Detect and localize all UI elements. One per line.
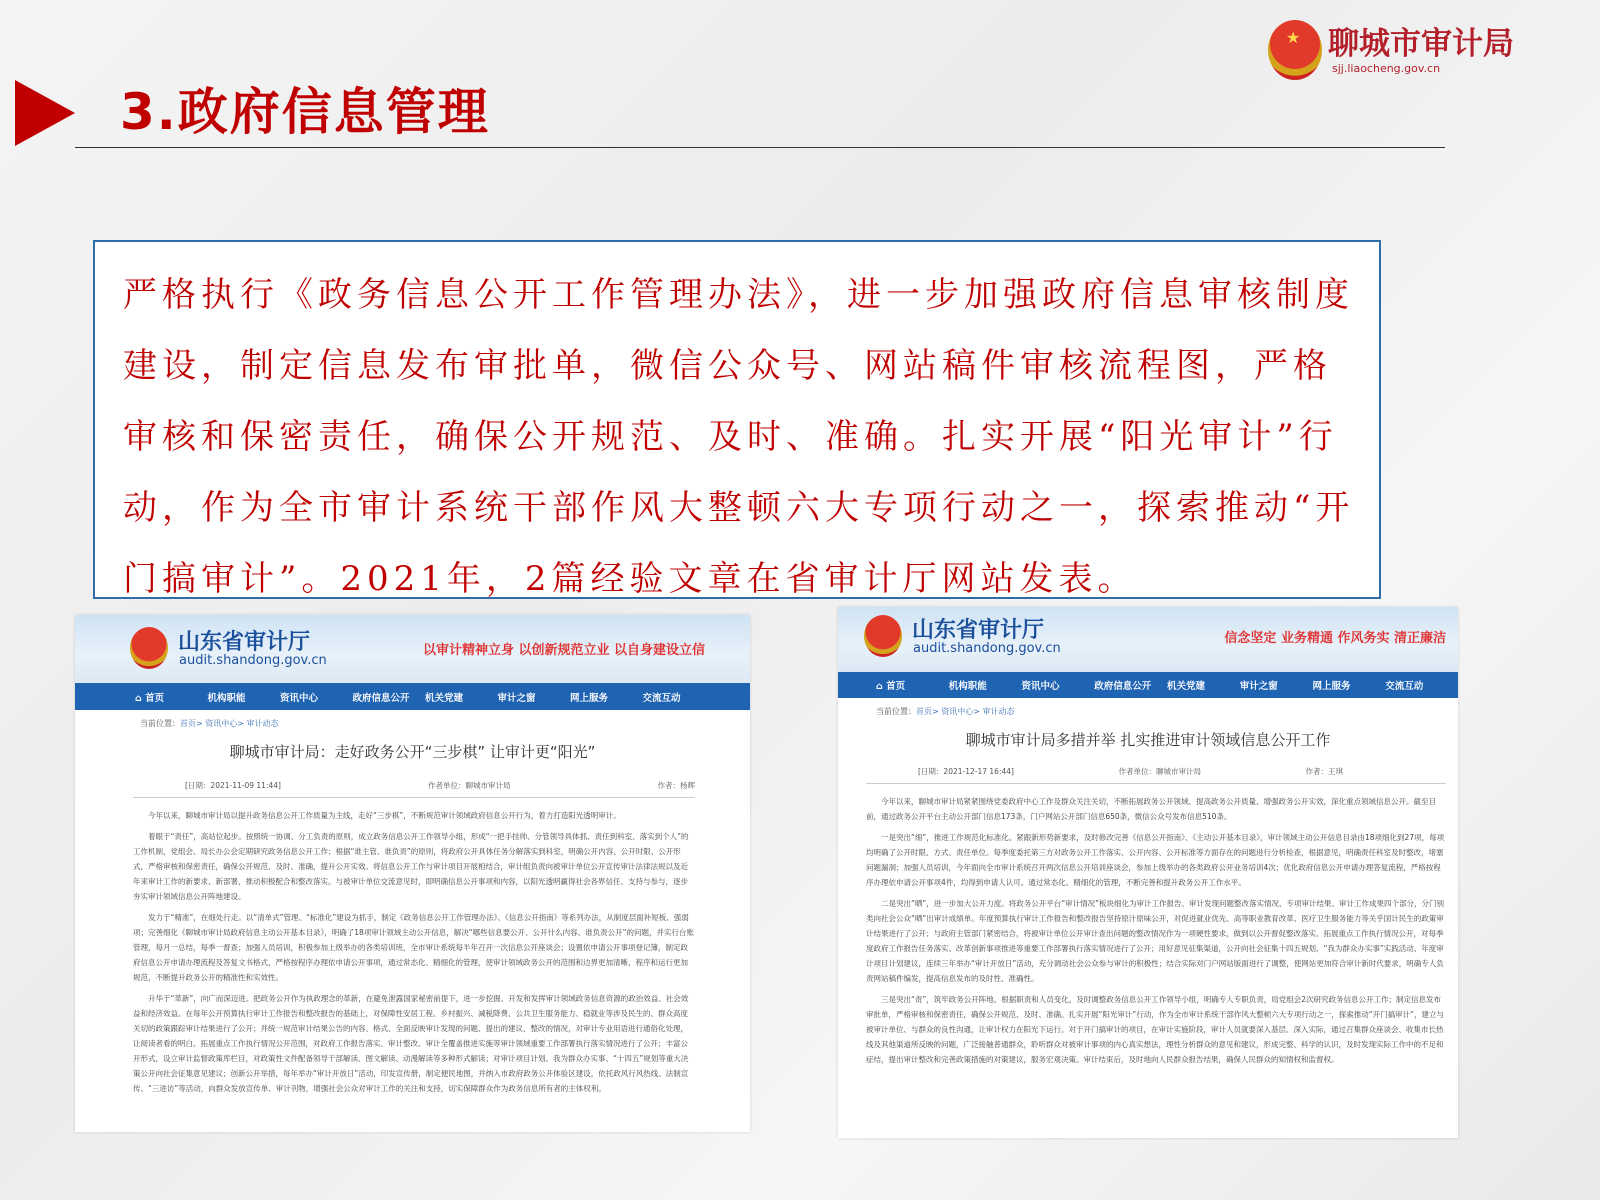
article-date: [日期：2021-12-17 16:44] [918,767,1014,776]
site-name: 山东省审计厅 [178,629,311,655]
paragraph: 今年以来，聊城市审计局紧紧围绕党委政府中心工作及群众关注关切，不断拓展政务公开领域、提高政务公开质量、增强政务公开实效，深化重点领域信息公开。截至目前，通过政务公开平台主动公开部门信息173条，门户网站公开部门信息650条，微信公众号发布信息510条。 [866,797,1436,821]
site-slogan: 以审计精神立身 以创新规范立业 以自身建设立信 [422,643,705,658]
article-unit: 作者单位：聊城市审计局 [427,781,511,790]
site-url: audit.shandong.gov.cn [913,641,1061,656]
article-title: 聊城市审计局多措并举 扎实推进审计领域信息公开工作 [965,731,1331,749]
site-banner [75,615,750,683]
site-nav [75,683,750,710]
divider [133,797,695,798]
nav-item[interactable]: 机构职能 [207,692,246,704]
nav-item[interactable]: 交流互动 [1385,681,1424,692]
article-screenshot-2 [838,607,1458,1138]
nav-item[interactable]: 资讯中心 [1021,681,1060,692]
slide-title: 3.政府信息管理 [120,83,490,141]
article-screenshot-1 [75,615,750,1132]
paragraph: 发力于“精准”，在细处行走。以“清单式”管理、“标准化”建设为抓手，制定《政务信息公开工作管理办法》、《信息公开指南》等系列办法，从制度层面补短板、强弱项；完善细化《聊城市审计局政府信息主动公开基本目录》，明确了18项审计领域主动公开信息，解决“哪些信息要公开、公开什么内容、谁负责公开”的问题，并实行台账管理，每月一总结，每季一督查；加强人员培训，积极参加上级举办的各类培训班，全市审计系统每半年召开一次信息公开座谈会；设置依申请公开事项登记簿，制定政府信息公开申请办理流程及答复文书格式，严格按程序办理依申请公开事项，通过常态化、精细化的管理，使审计领域政务公开的范围和边界更加清晰，程序和运行更加规范，不断提升政务公开的精准性和实效性。 [133,913,695,982]
divider [866,783,1446,784]
article-body [866,794,1446,1067]
nav-item[interactable]: 政府信息公开 [352,692,410,704]
nav-item[interactable]: 审计之窗 [497,692,536,704]
nav-item[interactable]: 机关党建 [1167,681,1206,692]
site-banner [838,607,1458,672]
breadcrumb: 当前位置：首页> 资讯中心> 审计动态 [140,719,279,728]
breadcrumb-links[interactable]: 首页> 资讯中心> 审计动态 [180,719,279,728]
paragraph: 升华于“革新”，向广而深迈进。把政务公开作为执政理念的革新，在避免泄露国家秘密前提下，进一步挖掘、开发和发挥审计领域政务信息资源的政治效益、社会效益和经济效益。在每年公开预算执行审计工作报告和整改报告的基础上，对保障性安居工程、乡村振兴、减税降费、公共卫生服务能力、稳就业等涉及民生的、群众高度关切的政策跟踪审计结果进行了公开；并统一规范审计结果公告的内容、格式、全面反映审计发现的问题、提出的建议、整改的情况，对审计专业用语进行通俗化处理，让阅读者看的明白。拓展重点工作执行情况公开范围，对政府工作报告落实、审计整改、审计全覆盖推进实施等审计领域重要工作部署执行落实情况进行了公开；丰富公开形式，设立审计监督政策库栏目，对政策性文件配备领导干部解读、图文解读、动漫解读等多种形式解读；对审计项目计划、我为群众办实事、“十四五”规划等重大决策公开向社会征集意见建议；创新公开举措，每年举办“审计开放日”活动，印发宣传册，制定便民地图，并纳入市政府政务公开体验区建设，依托政风行风热线、法制宣传、“三进访”等活动，向群众发放宣传单、审计刊物，增强社会公众对审计工作的关注和支持，切实保障群众作为政务信息所有者的主体权利。 [133,994,689,1093]
paragraph: 三是突出“责”，筑牢政务公开阵地。根据职责和人员变化，及时调整政务信息公开工作领导小组，明确专人专职负责，局党组会2次研究政务信息公开工作；制定信息发布审批单，严格审核和保密责任，确保公开规范、及时、准确。扎实开展“阳光审计”行动，作为全市审计系统干部作风大整顿六大专项行动之一，探索推动“开门搞审计”，建立与被审计单位、与群众的良性沟通，让审计权力在阳光下运行。对于开门搞审计的项目，在审计实施阶段，审计人员就要深入基层、深入实际，通过召集群众座谈会、收集市长热线及其他渠道所反映的问题，广泛接触普通群众，聆听群众对被审计事项的内心真实想法，理性分析群众的意见和建议，形成完整、科学的认识，及时发现实际工作中的不足和症结，提出审计整改和完善政策措施的对策建议，服务宏观决策。审计结束后，及时地向人民群众报告结果，确保人民群众的知情权和监督权。 [866,995,1445,1064]
national-emblem-icon [130,627,168,669]
paragraph: 着眼于“责任”，高站位起步。按照统一协调、分工负责的原则，成立政务信息公开工作领导小组，形成“一把手挂帅、分管领导具体抓、责任到科室、落实到个人”的工作机制，党组会、局长办公会定期研究政务信息公开工作；根据“谁主管、谁负责”的原则，将政府公开具体任务分解落实到科室，明确公开内容、公开时限、公开形式，严格审核和保密责任，确保公开规范、及时、准确，提升公开实效。将信息公开工作与审计项目开展相结合，审计组负责向被审计单位公开宣传审计法律法规以及近年来审计工作的新要求、新部署，推动积极配合和整改落实。与被审计单位交流意见时，即明确信息公开事项和内容，以阳光透明赢得社会各界信任、支持与参与，逐步夯实审计领域信息公开阵地建设。 [133,832,689,901]
title-divider [75,147,1445,148]
logo-url: sjj.liaocheng.gov.cn [1332,61,1441,75]
site-nav [838,672,1458,698]
breadcrumb-links[interactable]: 首页> 资讯中心> 审计动态 [916,707,1015,716]
article-author: 作者：杨辉 [657,781,695,790]
paragraph: 一是突出“细”，推进工作规范化标准化。紧跟新形势新要求，及时修改完善《信息公开指南》、《主动公开基本目录》，审计领域主动公开信息目录由18项细化到27项，每项均明确了公开时限、方式、责任单位。每季度委托第三方对政务公开工作落实、公开内容、公开标准等方面存在的问题进行分析检查，根据意见，明确责任科室及时整改，堵塞问题漏洞；加强人员培训，今年面向全市审计系统召开两次信息公开培训座谈会，参加上级举办的各类政府公开业务培训4次；优化政府信息公开申请办理答复流程，严格按程序办理依申请公开事项4件，均得到申请人认可。通过常态化、精细化的管理，不断完善和提升政务公开工作水平。 [866,833,1445,887]
article-meta [918,766,1343,783]
article-unit: 作者单位：聊城市审计局 [1118,767,1201,776]
site-name: 山东省审计厅 [912,617,1045,643]
article-body [133,808,695,1096]
nav-item[interactable]: 机构职能 [948,681,987,692]
paragraph: 二是突出“晒”，进一步加大公开力度。将政务公开平台“审计情况”板块细化为审计工作报告、审计发现问题整改落实情况、专项审计结果、审计工作成果四个部分，分门别类向社会公众“晒”出审计成绩单。年度预算执行审计工作报告和整改报告坚持原汁原味公开，对促进就业优先、高等职业教育改革、医疗卫生服务能力等关乎国计民生的政策审计结果进行了公开；与政府主管部门紧密结合，将被审计单位公开审计查出问题的整改情况作为一项硬性要求，做到以公开督促整改落实。拓展重点工作执行情况公开，对每季度政府工作报告任务落实、改革创新事项推进等重要工作部署执行落实情况进行了公开；用好意见征集渠道，公开向社会征集十四五规划、“我为群众办实事”实践活动、年度审计项目计划建议，连续三年举办“审计开放日”活动，充分调动社会公众参与审计的积极性；结合实际对门户网站版面进行了调整，使网站更加符合审计新时代要求，明确专人负责网站稿件编发，提高信息发布的及时性、准确性。 [866,899,1445,983]
summary-box [93,240,1381,599]
site-slogan: 信念坚定 业务精通 作风务实 清正廉洁 [1224,631,1446,646]
national-emblem-icon [864,615,902,657]
site-url: audit.shandong.gov.cn [179,653,327,668]
nav-item[interactable]: 资讯中心 [280,692,319,704]
article-date: [日期：2021-11-09 11:44] [185,781,281,790]
title-arrow-icon [15,80,75,146]
article-title: 聊城市审计局：走好政务公开“三步棋” 让审计更“阳光” [229,743,596,761]
logo-name: 聊城市审计局 [1328,25,1514,62]
breadcrumb: 当前位置：首页> 资讯中心> 审计动态 [876,707,1015,716]
nav-item[interactable]: 交流互动 [642,692,681,704]
nav-item[interactable]: 机关党建 [425,692,464,704]
paragraph: 今年以来，聊城市审计局以提升政务信息公开工作质量为主线，走好“三步棋”，不断规范审计领域政府信息公开行为，着力打造阳光透明审计。 [148,811,621,820]
article-meta [185,780,695,797]
summary-text: 严格执行《政务信息公开工作管理办法》，进一步加强政府信息审核制度建设，制定信息发布审批单，微信公众号、网站稿件审核流程图，严格审核和保密责任，确保公开规范、及时、准确。扎实开展“阳光审计”行动，作为全市审计系统干部作风大整顿六大专项行动之一，探索推动“开门搞审计”。2021年，2篇经验文章在省审计厅网站发表。 [123,275,1355,599]
nav-item[interactable]: 政府信息公开 [1094,681,1152,692]
nav-home[interactable]: ⌂ 首页 [135,692,165,704]
nav-item[interactable]: 审计之窗 [1239,681,1278,692]
nav-item[interactable]: 网上服务 [570,692,609,704]
audit-bureau-logo [1268,20,1514,80]
nav-item[interactable]: 网上服务 [1312,681,1351,692]
nav-home[interactable]: ⌂ 首页 [876,681,906,692]
article-author: 作者：王琪 [1305,767,1343,776]
national-emblem-icon [1268,20,1322,80]
